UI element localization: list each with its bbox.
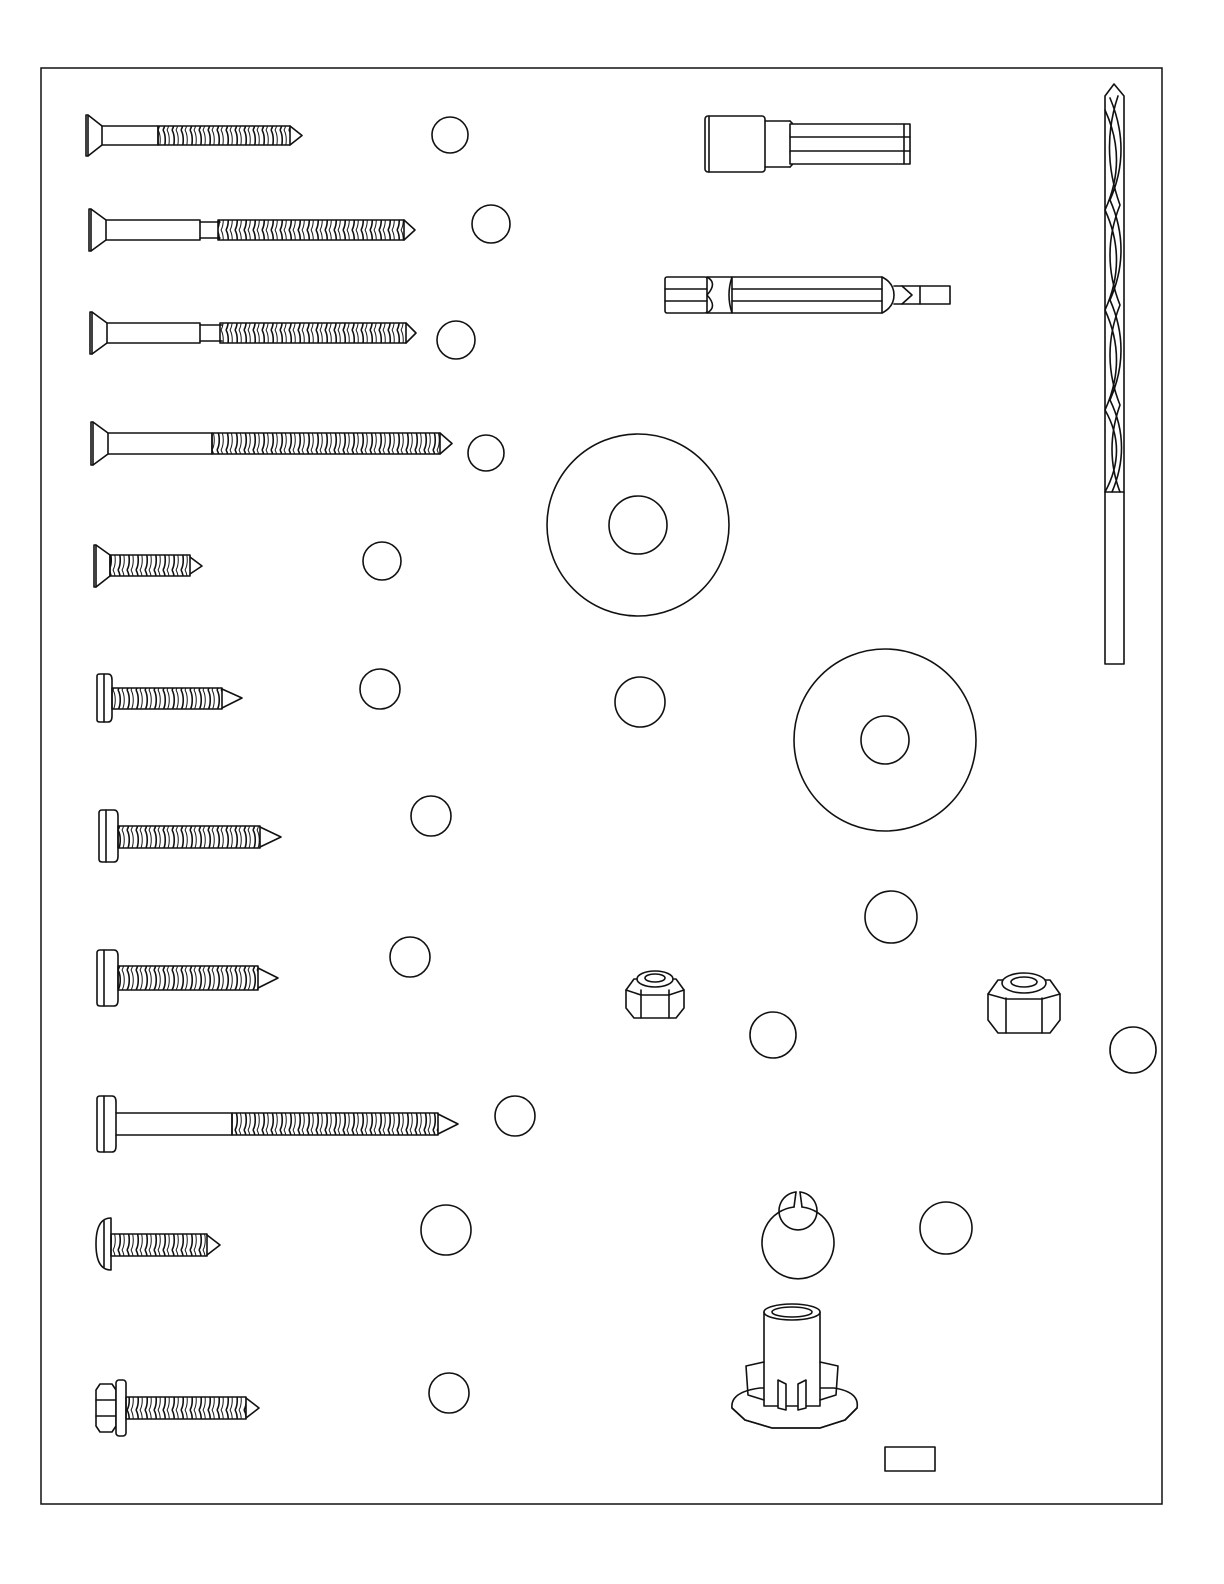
callout-washer-medium xyxy=(865,891,917,943)
washer-medium xyxy=(794,649,976,831)
flat-head-screw-3 xyxy=(90,312,416,354)
callout-screw-flat-head-4 xyxy=(468,435,504,471)
square-drive-bit xyxy=(665,277,950,313)
callout-screw-truss-head xyxy=(421,1205,471,1255)
footer-label-box xyxy=(885,1447,935,1471)
pan-head-screw-1 xyxy=(97,674,242,722)
tee-nut xyxy=(732,1304,857,1428)
callout-split-lock-washer xyxy=(920,1202,972,1254)
callout-screw-hex-washer-head xyxy=(429,1373,469,1413)
flat-head-screw-1 xyxy=(86,115,302,156)
callout-lock-nut-large xyxy=(1110,1027,1156,1073)
callout-screw-flat-head-1 xyxy=(432,117,468,153)
split-lock-washer xyxy=(762,1192,834,1279)
flat-head-screw-4 xyxy=(91,422,452,465)
callout-screw-pan-head-3 xyxy=(390,937,430,977)
drill-bit xyxy=(1105,84,1124,664)
callout-screw-flat-head-short xyxy=(363,542,401,580)
hex-washer-head-screw xyxy=(96,1380,259,1436)
washer-large xyxy=(547,434,729,616)
nut-driver-socket xyxy=(705,116,910,172)
callout-screw-pan-head-2 xyxy=(411,796,451,836)
page-border xyxy=(41,68,1162,1504)
callout-screw-pan-head-1 xyxy=(360,669,400,709)
callout-washer-large xyxy=(615,677,665,727)
callout-screw-pan-head-long xyxy=(495,1096,535,1136)
lock-nut-small xyxy=(626,971,684,1018)
callout-screw-flat-head-2 xyxy=(472,205,510,243)
truss-head-screw xyxy=(96,1218,220,1270)
callout-screw-flat-head-3 xyxy=(437,321,475,359)
flat-head-screw-short xyxy=(94,545,202,587)
callout-lock-nut-small xyxy=(750,1012,796,1058)
pan-head-screw-long xyxy=(97,1096,458,1152)
pan-head-screw-2 xyxy=(99,810,281,862)
pan-head-screw-3 xyxy=(97,950,278,1006)
lock-nut-large xyxy=(988,973,1060,1033)
flat-head-screw-2 xyxy=(89,209,415,251)
